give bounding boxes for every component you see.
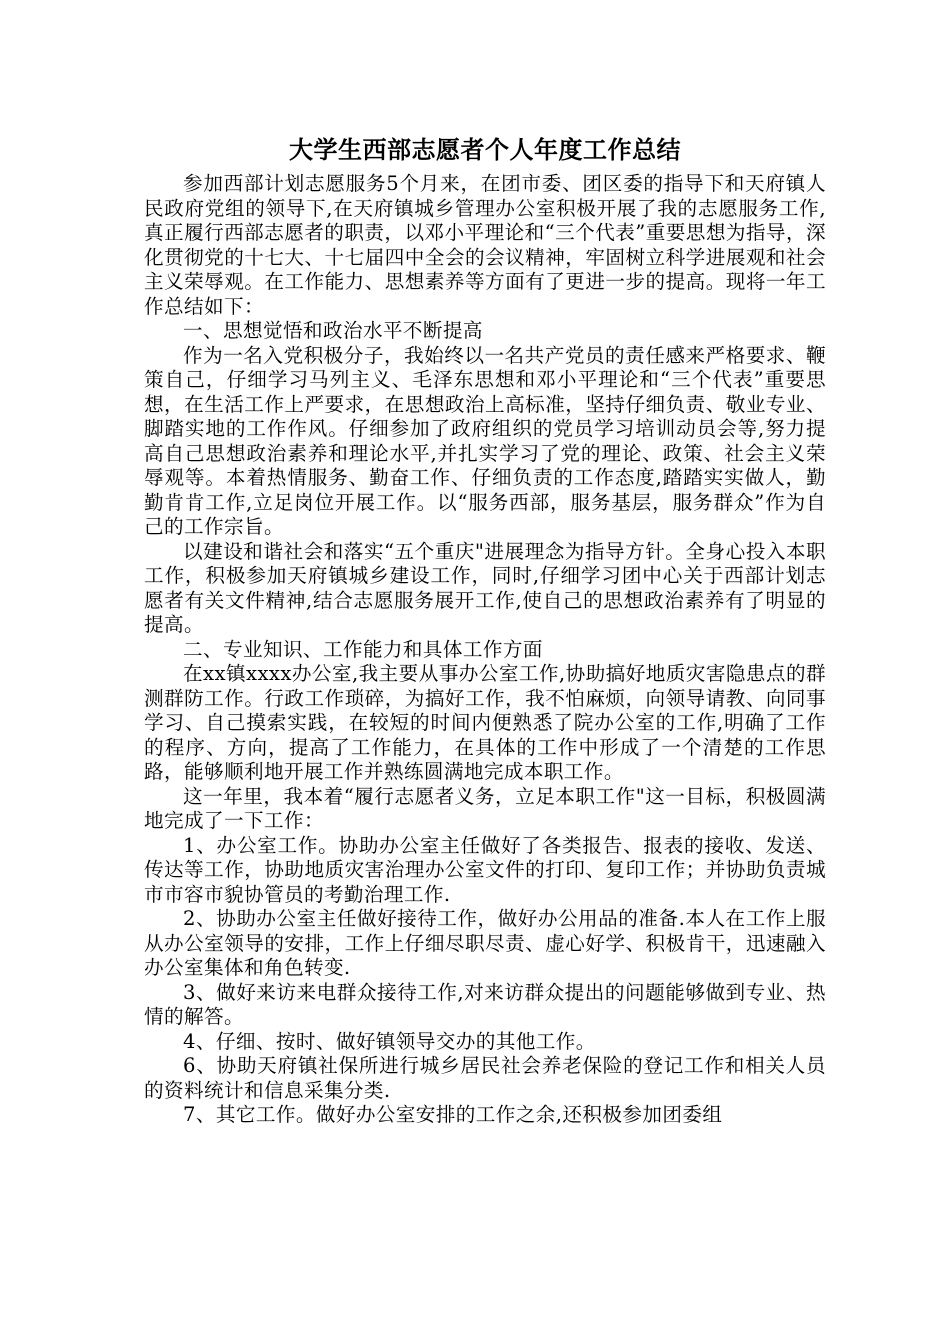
list-item-3: 3、做好来访来电群众接待工作,对来访群众提出的问题能够做到专业、热情的解答。: [144, 980, 826, 1028]
section-2-paragraph-1: 在xx镇xxxx办公室,我主要从事办公室工作,协助搞好地质灾害隐患点的群测群防工作。行政工作琐碎，为搞好工作，我不怕麻烦，向领导请教、向同事学习、自己摸索实践，在较短的时间内便熟悉了院办公室的工作,明确了工作的程序、方向，提高了工作能力，在具体的工作中形成了一个清楚的工作思路，能够顺利地开展工作并熟练圆满地完成本职工作。: [144, 662, 826, 783]
list-item-4: 4、仔细、按时、做好镇领导交办的其他工作。: [183, 1029, 596, 1053]
list-item-7: 7、其它工作。做好办公室安排的工作之余,还积极参加团委组: [183, 1103, 723, 1126]
document-title: 大学生西部志愿者个人年度工作总结: [289, 136, 681, 164]
document-page: [144, 132, 826, 1128]
list-item-2: 2、协助办公室主任做好接待工作，做好办公用品的准备.本人在工作上服从办公室领导的安排，工作上仔细尽职尽责、虚心好学、积极肯干，迅速融入办公室集体和角色转变.: [144, 907, 826, 979]
intro-paragraph: 参加西部计划志愿服务5个月来，在团市委、团区委的指导下和天府镇人民政府党组的领导下,在天府镇城乡管理办公室积极开展了我的志愿服务工作,真正履行西部志愿者的职责，以邓小平理论和“三个代表”重要思想为指导，深化贯彻党的十七大、十七届四中全会的会议精神，牢固树立科学进展观和社会主义荣辱观。在工作能力、思想素养等方面有了更进一步的提高。现将一年工作总结如下：: [144, 172, 826, 318]
section-1-paragraph-1: 作为一名入党积极分子，我始终以一名共产党员的责任感来严格要求、鞭策自己，仔细学习马列主义、毛泽东思想和邓小平理论和“三个代表”重要思想，在生活工作上严要求，在思想政治上高标准，坚持仔细负责、敬业专业、脚踏实地的工作作风。仔细参加了政府组织的党员学习培训动员会等,努力提高自己思想政治素养和理论水平,并扎实学习了党的理论、政策、社会主义荣辱观等。本着热情服务、勤奋工作、仔细负责的工作态度,踏踏实实做人，勤勤肯肯工作,立足岗位开展工作。以“服务西部，服务基层，服务群众”作为自己的工作宗旨。: [144, 343, 826, 538]
section-heading-1: 一、思想觉悟和政治水平不断提高: [183, 319, 483, 342]
section-1-paragraph-2: 以建设和谐社会和落实“五个重庆"进展理念为指导方针。全身心投入本职工作，积极参加天府镇城乡建设工作，同时,仔细学习团中心关于西部计划志愿者有关文件精神,结合志愿服务展开工作,使自己的思想政治素养有了明显的提高。: [144, 539, 826, 636]
list-item-6: 6、协助天府镇社保所进行城乡居民社会养老保险的登记工作和相关人员的资料统计和信息采集分类.: [144, 1054, 826, 1102]
section-2-paragraph-2: 这一年里，我本着“履行志愿者义务，立足本职工作"这一目标，积极圆满地完成了一下工作：: [144, 784, 826, 832]
section-heading-2: 二、专业知识、工作能力和具体工作方面: [183, 637, 543, 661]
list-item-1: 1、办公室工作。协助办公室主任做好了各类报告、报表的接收、发送、传达等工作，协助地质灾害治理办公室文件的打印、复印工作；并协助负责城市市容市貌协管员的考勤治理工作.: [144, 833, 826, 906]
